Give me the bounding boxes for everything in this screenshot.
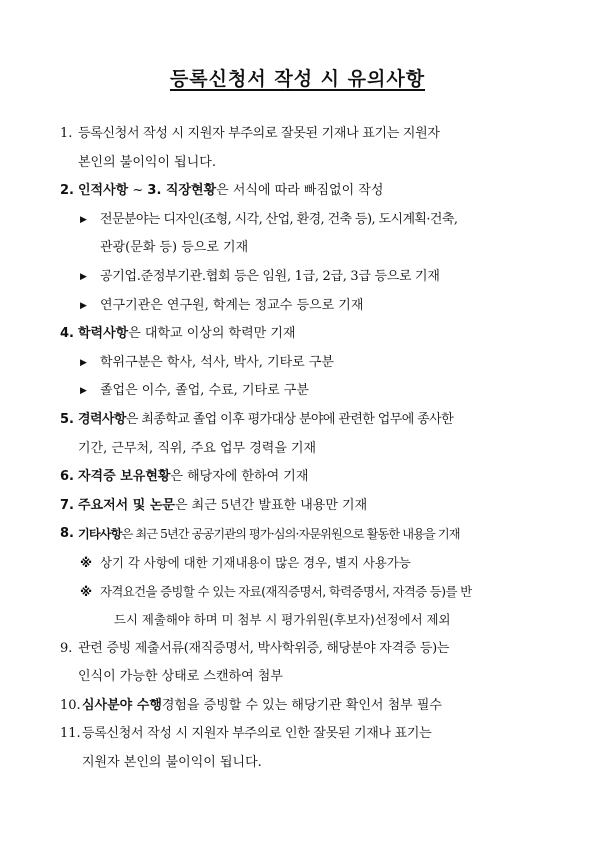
item-text: 은 최근 5년간 공공기관의 평가·심의·자문위원으로 활동한 내용을 기재	[121, 527, 460, 542]
sub-item	[60, 206, 550, 263]
item-heading: 학력사항	[78, 326, 129, 342]
page-title-text: 등록신청서 작성 시 유의사항	[169, 68, 426, 90]
list-item-10	[60, 692, 550, 721]
item-heading: 주요저서 및 논문	[78, 497, 175, 513]
note-item	[60, 578, 550, 635]
sub-item-text: 공기업.준정부기관.협회 등은 임원, 1급, 2급, 3급 등으로 기재	[100, 268, 440, 284]
item-heading: 경력사항	[78, 411, 126, 427]
item-text: 은 서식에 따라 빠짐없이 작성	[216, 183, 384, 199]
triangle-bullet-icon: ▶	[80, 300, 87, 311]
item-text: 등록신청서 작성 시 지원자 부주의로 인한 잘못된 기재나 표기는	[82, 726, 432, 742]
item-heading: 자격증 보유현황	[78, 469, 171, 485]
list-item-11	[60, 720, 550, 777]
list-item-7	[60, 492, 550, 521]
note-text: 자격요건을 증빙할 수 있는 자료(재직증명서, 학력증명서, 자격증 등)를 반	[100, 583, 472, 599]
item-text-continued: 기간, 근무처, 직위, 주요 업무 경력을 기재	[78, 440, 317, 456]
sub-item-text: 졸업은 이수, 졸업, 수료, 기타로 구분	[100, 383, 309, 399]
list-item-5	[60, 406, 550, 463]
list-item-6	[60, 463, 550, 492]
item-number: 7.	[60, 497, 74, 513]
item-number: 11.	[60, 726, 81, 742]
item-text: ~	[128, 183, 148, 199]
sub-item-text: 전문분야는 디자인(조형, 시각, 산업, 환경, 건축 등), 도시계획·건축,	[100, 211, 458, 227]
item-heading: 기타사항	[78, 527, 122, 542]
item-text-continued: 지원자 본인의 불이익이 됩니다.	[82, 755, 262, 771]
triangle-bullet-icon: ▶	[80, 271, 87, 282]
item-number: 9.	[60, 640, 73, 656]
triangle-bullet-icon: ▶	[80, 214, 87, 225]
note-item	[60, 549, 550, 578]
item-text: 관련 증빙 제출서류(재직증명서, 박사학위증, 해당분야 자격증 등)는	[78, 640, 450, 656]
item-number: 6.	[60, 469, 74, 485]
item-number: 2.	[60, 183, 74, 199]
item-number: 10.	[60, 697, 81, 713]
item-text: 은 대학교 이상의 학력만 기재	[128, 326, 296, 342]
item-text-continued: 본인의 불이익이 됩니다.	[78, 154, 216, 170]
reference-mark-icon: ※	[80, 554, 93, 570]
sub-item-text: 연구기관은 연구원, 학계는 정교수 등으로 기재	[100, 297, 364, 313]
sub-item-text: 학위구분은 학사, 석사, 박사, 기타로 구분	[100, 354, 334, 370]
notice-list	[60, 120, 550, 778]
item-heading: 심사분야 수행	[82, 697, 162, 713]
reference-mark-icon: ※	[80, 583, 93, 599]
page-title	[0, 64, 595, 91]
item-number: 4.	[60, 326, 74, 342]
item-heading: 인적사항	[78, 183, 129, 199]
item-heading: 3. 직장현황	[147, 183, 217, 199]
sub-item-text-continued: 관광(문화 등) 등으로 기재	[100, 240, 249, 256]
item-text: 은 최종학교 졸업 이후 평가대상 분야에 관련한 업무에 종사한	[125, 411, 454, 427]
list-item-8	[60, 520, 550, 549]
list-item-2	[60, 177, 550, 206]
note-text: 상기 각 사항에 대한 기재내용이 많은 경우, 별지 사용가능	[100, 554, 411, 570]
sub-item	[60, 292, 550, 321]
list-item-1	[60, 120, 550, 177]
sub-item	[60, 349, 550, 378]
item-number: 5.	[60, 411, 74, 427]
sub-item	[60, 377, 550, 406]
sub-item	[60, 263, 550, 292]
item-text: 은 최근 5년간 발표한 내용만 기재	[174, 497, 368, 513]
item-text-continued: 인식이 가능한 상태로 스캔하여 첨부	[78, 669, 283, 685]
item-number: 1.	[60, 126, 73, 141]
triangle-bullet-icon: ▶	[80, 386, 87, 397]
list-item-9	[60, 635, 550, 692]
note-text-continued: 드시 제출해야 하며 미 첨부 시 평가위원(후보자)선정에서 제외	[114, 612, 451, 628]
item-text: 경험을 증빙할 수 있는 해당기관 확인서 첨부 필수	[161, 697, 442, 713]
item-text: 은 해당자에 한하여 기재	[170, 469, 309, 485]
triangle-bullet-icon: ▶	[80, 357, 87, 368]
list-item-4	[60, 320, 550, 349]
item-number: 8.	[60, 526, 74, 542]
item-text: 등록신청서 작성 시 지원자 부주의로 잘못된 기재나 표기는 지원자	[78, 126, 440, 141]
